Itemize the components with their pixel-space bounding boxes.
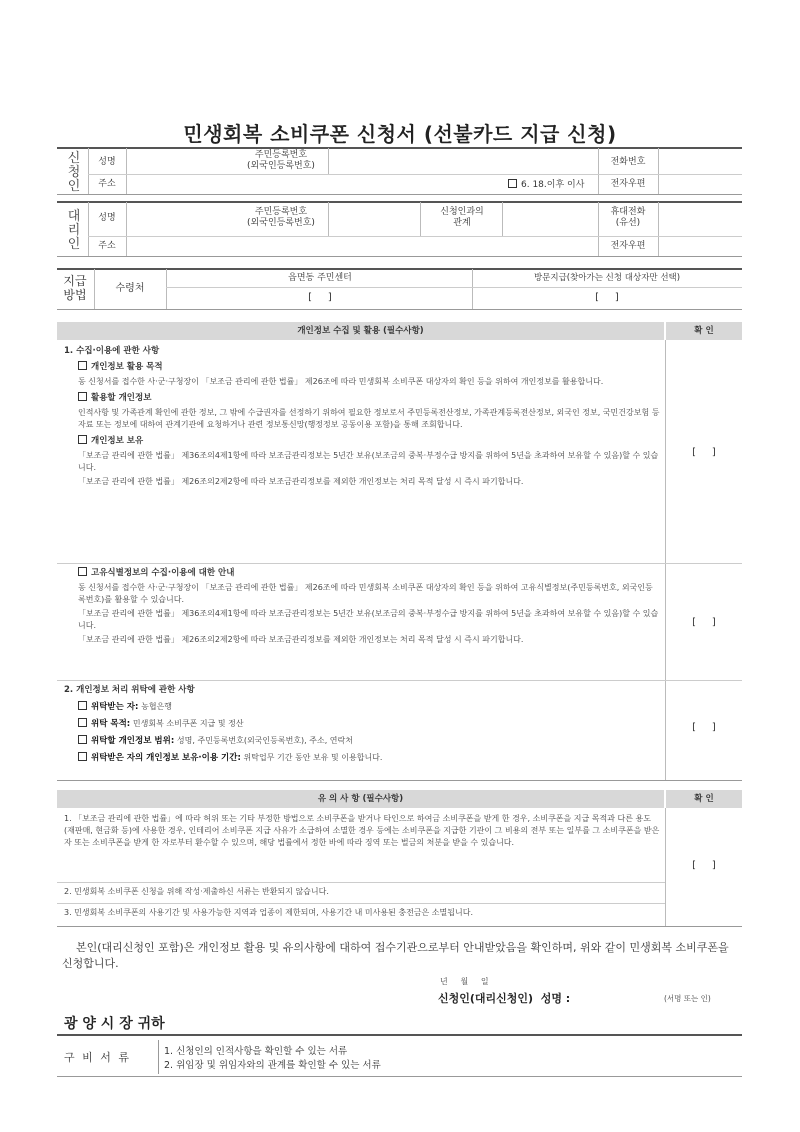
notice-item-1: 1. 「보조금 관리에 관한 법률」에 따라 허위 또는 기타 부정한 방법으로 소비쿠폰을 받거나 타인으로 하여금 소비쿠폰을 받게 한 경우, 소비쿠폰을 지급 목적과 다른 용도(재판매, 현금화 등)에 사용한 경우, 인테리어 소비쿠폰 지급 사유가 소급하여 소멸한 경우 등에는 소비쿠폰을 지급한 기관이 그 비용의 전부 또는 일부를 그 소비쿠폰을 받은 자 또는 소비쿠폰을 받게 한 자로부터 환수할 수 있으며, 해당 법률에서 정한 바에 따라 징역 또는 벌금의 처분을 받을 수 있습니다.	[64, 814, 660, 847]
applicant-section-label: 신 청 인	[67, 151, 81, 194]
payment-option-visit-check[interactable]: [ ]	[595, 292, 619, 303]
applicant-email-label: 전자우편	[610, 179, 646, 189]
agent-email-label: 전자우편	[610, 241, 646, 251]
privacy-header: 개인정보 수집 및 활용 (필수사항)	[57, 322, 664, 340]
agent-relation-label: 신청인과의 관계	[440, 207, 484, 228]
declaration-text: 본인(대리신청인 포함)은 개인정보 활용 및 유의사항에 대하여 접수기관으로부터 안내받았음을 확인하며, 위와 같이 민생회복 소비쿠폰을 신청합니다.	[62, 941, 729, 970]
applicant-name-label: 성명	[98, 157, 116, 167]
recipient-label: 수령처	[115, 283, 145, 294]
move-checkbox[interactable]	[508, 179, 596, 191]
checkbox-icon	[78, 361, 87, 370]
notice-item-2: 2. 민생회복 소비쿠폰 신청을 위해 작성·제출하신 서류는 반환되지 않습니다.	[64, 887, 329, 896]
checkbox-icon	[78, 435, 87, 444]
agent-name-label: 성명	[98, 213, 116, 223]
info-range-row: 위탁할 개인정보 범위: 성명, 주민등록번호(외국인등록번호), 주소, 연락처	[64, 735, 660, 748]
divider	[57, 147, 742, 149]
applicant-address-label: 주소	[98, 179, 116, 189]
signer-label: 신청인(대리신청인) 성명 :	[438, 992, 571, 1005]
outsourcing-confirm-check[interactable]: [ ]	[692, 722, 716, 733]
task-row: 위탁 목적: 민생회복 소비쿠폰 지급 및 정산	[64, 718, 660, 731]
sign-hint: (서명 또는 인)	[664, 994, 711, 1003]
checkbox-icon	[78, 718, 87, 727]
collection-confirm-check[interactable]: [ ]	[692, 447, 716, 458]
retention-text-1: 「보조금 관리에 관한 법률」 제36조의4제1항에 따라 보조금관리정보는 5년간 보유(보조금의 중복·부정수급 방지를 위하여 5년을 초과하여 보유할 수 있음)할 수 있습니다.	[78, 451, 659, 472]
checkbox-icon[interactable]	[508, 179, 517, 188]
items-title: 활용할 개인정보	[64, 392, 660, 405]
unique-id-text-3: 「보조금 관리에 관한 법률」 제26조의2제2항에 따라 보조금관리정보를 제외한 개인정보는 처리 목적 달성 시 즉시 파기합니다.	[78, 635, 524, 644]
notice-header: 유 의 사 항 (필수사항)	[57, 790, 664, 808]
required-doc-2: 2. 위임장 및 위임자와의 관계를 확인할 수 있는 서류	[164, 1060, 381, 1071]
addressee: 광 양 시 장 귀하	[64, 1016, 165, 1032]
notice-item-3: 3. 민생회복 소비쿠폰의 사용기간 및 사용가능한 지역과 업종이 제한되며, 사용기간 내 미사용된 충전금은 소멸됩니다.	[64, 908, 473, 917]
unique-id-title: 고유식별정보의 수집·이용에 대한 안내	[64, 567, 660, 580]
agent-mobile-label: 휴대전화 (유선)	[610, 207, 646, 228]
period-row: 위탁받은 자의 개인정보 보유·이용 기간: 위탁업무 기간 동안 보유 및 이용합니다.	[64, 752, 660, 765]
agent-rrn-label: 주민등록번호 (외국인등록번호)	[247, 207, 315, 228]
move-check-label: 6. 18.이후 이사	[521, 180, 585, 190]
unique-id-text-1: 동 신청서를 접수한 사·군·구청장이 「보조금 관리에 관한 법률」 제26조에 따라 민생회복 소비쿠폰 대상자의 확인 등을 위하여 고유식별정보(주민등록번호, 외국인등록번호)를 활용할 수 있습니다.	[78, 583, 653, 604]
applicant-rrn-label: 주민등록번호 (외국인등록번호)	[247, 150, 315, 171]
date-field[interactable]: 년 월 일	[440, 977, 489, 986]
agent-address-label: 주소	[98, 241, 116, 251]
checkbox-icon	[78, 567, 87, 576]
outsourcing-section-title: 2. 개인정보 처리 위탁에 관한 사항	[64, 685, 195, 695]
payment-section-label: 지급 방법	[63, 274, 87, 302]
items-text: 인적사항 및 가족관계 확인에 관한 정보, 그 밖에 수급권자를 선정하기 위하여 필요한 정보로서 주민등록전산정보, 가족관계등록전산정보, 외국인 정보, 국민건강보험 등 자료 또는 정보에 대하여 관계기관에 요청하거나 관련 정보통신망(행정정보 공동이용 포함)을 통해 조회합니다.	[78, 408, 660, 429]
checkbox-icon	[78, 752, 87, 761]
trustee-row: 위탁받는 자: 농협은행	[64, 701, 660, 714]
privacy-confirm-header: 확 인	[666, 322, 742, 340]
retention-text-2: 「보조금 관리에 관한 법률」 제26조의2제2항에 따라 보조금관리정보를 제외한 개인정보는 처리 목적 달성 시 즉시 파기합니다.	[78, 477, 524, 486]
required-docs-label: 구 비 서 류	[64, 1051, 131, 1064]
payment-option-center-check[interactable]: [ ]	[308, 292, 332, 303]
checkbox-icon	[78, 701, 87, 710]
agent-section-label: 대 리 인	[67, 209, 81, 252]
retention-title: 개인정보 보유	[64, 435, 660, 448]
checkbox-icon	[78, 392, 87, 401]
purpose-title: 개인정보 활용 목적	[64, 361, 660, 374]
unique-id-text-2: 「보조금 관리에 관한 법률」 제36조의4제1항에 따라 보조금관리정보는 5년간 보유(보조금의 중복·부정수급 방지를 위하여 5년을 초과하여 보유할 수 있음)할 수 있습니다.	[78, 609, 659, 630]
required-doc-1: 1. 신청인의 인적사항을 확인할 수 있는 서류	[164, 1046, 348, 1057]
checkbox-icon	[78, 735, 87, 744]
unique-id-confirm-check[interactable]: [ ]	[692, 617, 716, 628]
payment-option-center: 읍면동 주민센터	[288, 273, 352, 283]
payment-option-visit: 방문지급(찾아가는 신청 대상자만 선택)	[533, 273, 681, 283]
notice-confirm-header: 확 인	[666, 790, 742, 808]
document-title: 민생회복 소비쿠폰 신청서 (선불카드 지급 신청)	[183, 122, 617, 146]
collection-section-title: 1. 수집·이용에 관한 사항	[64, 346, 160, 356]
applicant-phone-label: 전화번호	[610, 157, 646, 167]
notice-confirm-check[interactable]: [ ]	[692, 860, 716, 871]
purpose-text: 동 신청서를 접수한 사·군·구청장이 「보조금 관리에 관한 법률」 제26조에 따라 민생회복 소비쿠폰 대상자의 확인 등을 위하여 개인정보를 활용합니다.	[78, 377, 604, 386]
